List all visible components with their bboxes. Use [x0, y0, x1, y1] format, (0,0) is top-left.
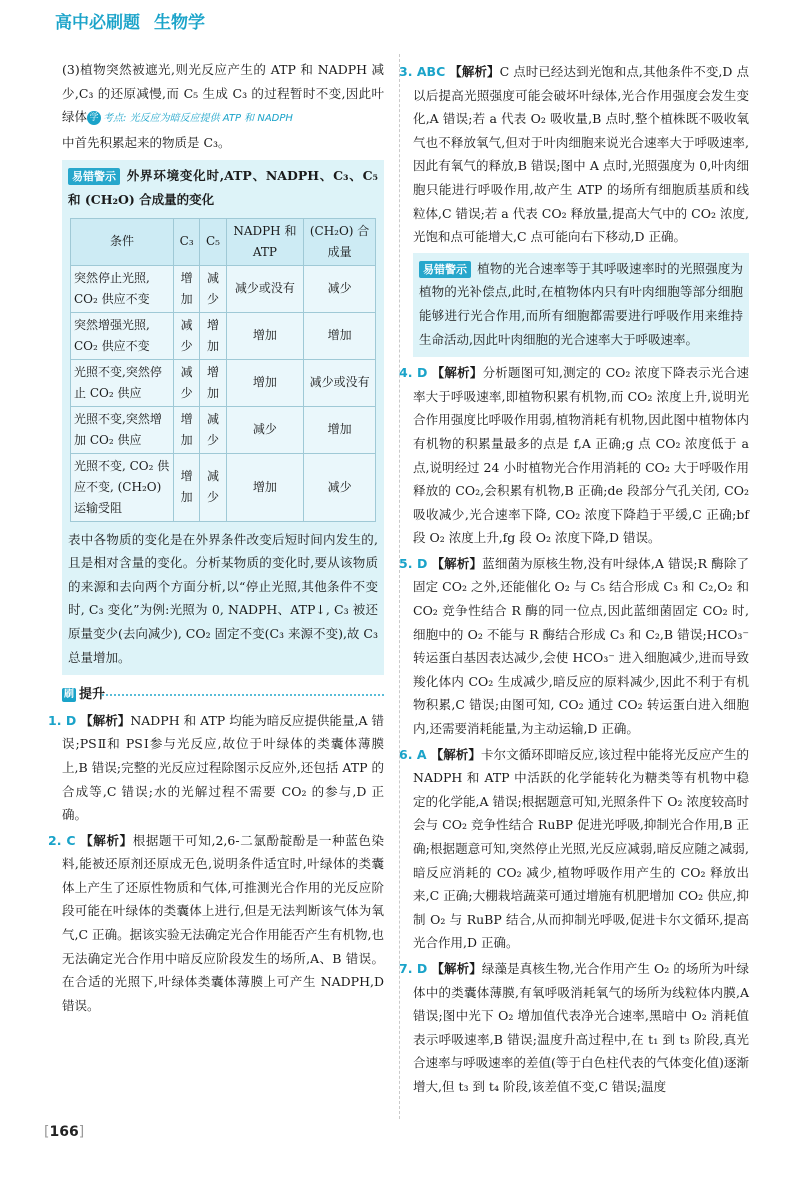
- table-cell: 增加: [226, 312, 304, 359]
- analysis-tag: 【解析】: [449, 64, 500, 79]
- table-cell: 减少: [200, 406, 226, 453]
- intro-text: (3)植物突然被遮光,则光反应产生的 ATP 和 NADPH 减少,C₃ 的还原减慢,而 C₅ 生成 C₃ 的过程暂时不变,因此叶绿体: [62, 62, 384, 125]
- table-row: [71, 453, 376, 521]
- error-warning-box: [62, 160, 384, 675]
- analysis-tag: 【解析】: [80, 832, 133, 848]
- table-header: (CH₂O) 合成量: [304, 218, 376, 265]
- answer-item-6: [399, 743, 749, 955]
- table-row: [71, 406, 376, 453]
- table-header: NADPH 和 ATP: [226, 218, 304, 265]
- table-cell: 增加: [174, 265, 200, 312]
- table-cell: 光照不变,突然增加 CO₂ 供应: [71, 406, 174, 453]
- answer-text: 绿藻是真核生物,光合作用产生 O₂ 的场所为叶绿体中的类囊体薄膜,有氧呼吸消耗氧气的场所为线粒体内膜,A 错误;图中光下 O₂ 增加值代表净光合速率,黑暗中 O₂ 消耗值表示呼吸速率,B 错误;温度升高过程中,在 t₁ 到 t₃ 阶段,真光合速率与呼吸速率的差值(等于白色柱代表的气体变化值)逐渐增大,但 t₃ 到 t₄ 阶段,该差值不变,C 错误;温度: [413, 960, 749, 1094]
- analysis-tag: 【解析】: [430, 746, 481, 762]
- answer-item-3: [399, 60, 749, 249]
- analysis-tag: 【解析】: [431, 365, 483, 381]
- warning-explanation: 表中各物质的变化是在外界条件改变后短时间内发生的,且是相对含量的变化。分析某物质的变化时,要从该物质的来源和去向两个方面分析,以“停止光照,其他条件不变时, C₃ 变化”为例:光照为 0, NADPH、ATP↓, C₃ 被还原量变少(去向减少), CO₂ 固定不变(C₃ 来源不变),故 C₃ 总量增加。: [68, 531, 378, 665]
- table-cell: 增加: [174, 453, 200, 521]
- table-cell: 增加: [304, 406, 376, 453]
- table-row: [71, 359, 376, 406]
- table-cell: 减少: [200, 453, 226, 521]
- answer-item-2: [48, 829, 384, 1018]
- warning-title: 外界环境变化时,ATP、NADPH、C₃、C₅ 和 (CH₂O) 合成量的变化: [68, 168, 378, 207]
- intro-paragraph: [62, 58, 384, 131]
- table-cell: 光照不变,突然停止 CO₂ 供应: [71, 359, 174, 406]
- book-title: 高中必刷题: [55, 13, 140, 33]
- analysis-tag: 【解析】: [431, 555, 483, 571]
- table-cell: 减少: [200, 265, 226, 312]
- intro-paragraph-end: 中首先积累起来的物质是 C₃。: [62, 134, 231, 150]
- page-number: [166]: [44, 1124, 85, 1140]
- error-warning-box: [413, 253, 749, 357]
- right-column: [399, 58, 749, 1099]
- table-cell: 突然增强光照, CO₂ 供应不变: [71, 312, 174, 359]
- page-number-value: 166: [49, 1124, 79, 1140]
- change-table: [70, 218, 376, 522]
- analysis-tag: 【解析】: [431, 960, 482, 976]
- table-header-row: [71, 218, 376, 265]
- warning-tag: 易错警示: [68, 168, 120, 185]
- table-header: 条件: [71, 218, 174, 265]
- table-cell: 减少: [174, 359, 200, 406]
- table-cell: 减少: [226, 406, 304, 453]
- answer-item-1: [48, 709, 384, 827]
- table-row: [71, 312, 376, 359]
- table-cell: 增加: [226, 453, 304, 521]
- note-badge-icon: 学: [87, 111, 101, 125]
- subject-title: 生物学: [154, 13, 205, 33]
- answer-number: 5. D: [399, 555, 428, 571]
- table-row: [71, 265, 376, 312]
- left-column: [48, 58, 384, 1017]
- table-cell: 突然停止光照, CO₂ 供应不变: [71, 265, 174, 312]
- answer-number: 4. D: [399, 365, 428, 381]
- answer-number: 7. D: [399, 960, 428, 976]
- brush-icon: 刷: [64, 688, 74, 700]
- dotted-rule: [102, 694, 384, 696]
- answer-number: 1. D: [48, 712, 77, 728]
- table-cell: 减少或没有: [226, 265, 304, 312]
- table-cell: 光照不变, CO₂ 供应不变, (CH₂O) 运输受阻: [71, 453, 174, 521]
- answer-text: 根据题干可知,2,6-二氯酚靛酚是一种蓝色染料,能被还原剂还原成无色,说明条件适宜时,叶绿体的类囊体上产生了还原性物质和气体,可推测光合作用的光反应阶段可能在叶绿体的类囊体上进行,但是无法判断该气体为氧气,C 正确。据该实验无法确定光合作用能否产生有机物,也无法确定光合作用中暗反应阶段发生的场所,A、B 错误。在合适的光照下,叶绿体类囊体薄膜上可产生 NADPH,D 错误。: [62, 832, 384, 1013]
- table-cell: 增加: [226, 359, 304, 406]
- answer-item-4: [399, 361, 749, 550]
- table-cell: 减少: [174, 312, 200, 359]
- table-cell: 减少: [304, 453, 376, 521]
- table-cell: 减少或没有: [304, 359, 376, 406]
- column-divider: [399, 54, 400, 1119]
- answer-text: NADPH 和 ATP 均能为暗反应提供能量,A 错误;PSⅡ和 PSⅠ参与光反应,故位于叶绿体的类囊体薄膜上,B 错误;完整的光反应过程除图示反应外,还包括 ATP 的合成等,C 错误;水的光解过程不需要 CO₂ 的参与,D 正确。: [62, 712, 384, 823]
- answer-text: 蓝细菌为原核生物,没有叶绿体,A 错误;R 酶除了固定 CO₂ 之外,还能催化 O₂ 与 C₅ 结合形成 C₃ 和 C₂,O₂ 和 CO₂ 竞争性结合 R 酶的同一位点,因此蓝细菌固定 CO₂ 时,细胞中的 O₂ 不能与 R 酶结合形成 C₃ 和 C₂,B 错误;HCO₃⁻ 转运蛋白基因表达减少,会使 HCO₃⁻ 进入细胞减少,进而导致羧化体内 CO₂ 生成减少,暗反应的原料减少,因此不利于有机物积累,C 错误;由图可知, CO₂ 通过 CO₂ 转运蛋白进入细胞内,还需要消耗能量,为主动运输,D 正确。: [413, 555, 749, 737]
- answer-text: C 点时已经达到光饱和点,其他条件不变,D 点以后提高光照强度可能会破坏叶绿体,光合作用强度会发生变化,A 错误;若 a 代表 O₂ 吸收量,B 点时,整个植株既不吸收氧气也不释放氧气,但对于叶肉细胞来说光合速率大于呼吸速率,因此有氧气的释放,B 错误;图中 A 点时,光照强度为 0,叶肉细胞只能进行呼吸作用,故产生 ATP 的场所有细胞质基质和线粒体,C 错误;若 a 代表 CO₂ 释放量,提高大气中的 CO₂ 浓度,光饱和点可能增大,C 点可能向右下移动,D 正确。: [413, 64, 749, 245]
- table-cell: 增加: [200, 312, 226, 359]
- answer-number: 2. C: [48, 832, 76, 848]
- lift-section-heading: [62, 683, 384, 707]
- answer-number: 3. ABC: [399, 64, 446, 79]
- table-cell: 增加: [200, 359, 226, 406]
- warning-tag: 易错警示: [419, 261, 471, 278]
- answer-text: 分析题图可知,测定的 CO₂ 浓度下降表示光合速率大于呼吸速率,即植物积累有机物,而 CO₂ 浓度上升,说明光合作用强度比呼吸作用弱,植物消耗有机物,因此图中植物体内有机物的积累量最多的点是 f,A 正确;g 点 CO₂ 浓度低于 a 点,说明经过 24 小时植物光合作用消耗的 CO₂ 大于呼吸作用释放的 CO₂,会积累有机物,B 正确;de 段部分气孔关闭, CO₂ 吸收减少,光合速率下降, CO₂ 浓度下降趋于平缓,C 正确;bf 段 O₂ 浓度上升,fg 段 O₂ 浓度下降,D 错误。: [413, 365, 749, 546]
- warning-explanation: 植物的光合速率等于其呼吸速率时的光照强度为植物的光补偿点,此时,在植物体内只有叶肉细胞等部分细胞能够进行光合作用,而所有细胞都需要进行呼吸作用来维持生命活动,因此叶肉细胞的光合速率大于呼吸速率。: [419, 260, 743, 347]
- answer-number: 6. A: [399, 746, 427, 762]
- answer-text: 卡尔文循环即暗反应,该过程中能将光反应产生的 NADPH 和 ATP 中活跃的化学能转化为糖类等有机物中稳定的化学能,A 错误;根据题意可知,光照条件下 O₂ 浓度较高时会与 CO₂ 竞争性结合 RuBP 促进光呼吸,抑制光合作用,B 正确;根据题意可知,突然停止光照,光反应减弱,暗反应随之减弱,暗反应消耗的 CO₂ 减少,植物呼吸作用产生的 CO₂ 释放出来,C 正确;大棚栽培蔬菜可通过增施有机肥增加 CO₂ 供应,抑制 O₂ 与 RuBP 结合,从而抑制光呼吸,促进卡尔文循环,提高光合作用,D 正确。: [413, 746, 749, 951]
- page-header: [55, 8, 385, 34]
- exam-point-note: 考点: 光反应为暗反应提供 ATP 和 NADPH: [103, 113, 293, 125]
- table-header: C₅: [200, 218, 226, 265]
- table-cell: 增加: [304, 312, 376, 359]
- table-cell: 增加: [174, 406, 200, 453]
- lift-title: 提升: [79, 687, 106, 703]
- table-cell: 减少: [304, 265, 376, 312]
- analysis-tag: 【解析】: [80, 712, 131, 728]
- answer-item-5: [399, 552, 749, 741]
- table-header: C₃: [174, 218, 200, 265]
- answer-item-7: [399, 957, 749, 1099]
